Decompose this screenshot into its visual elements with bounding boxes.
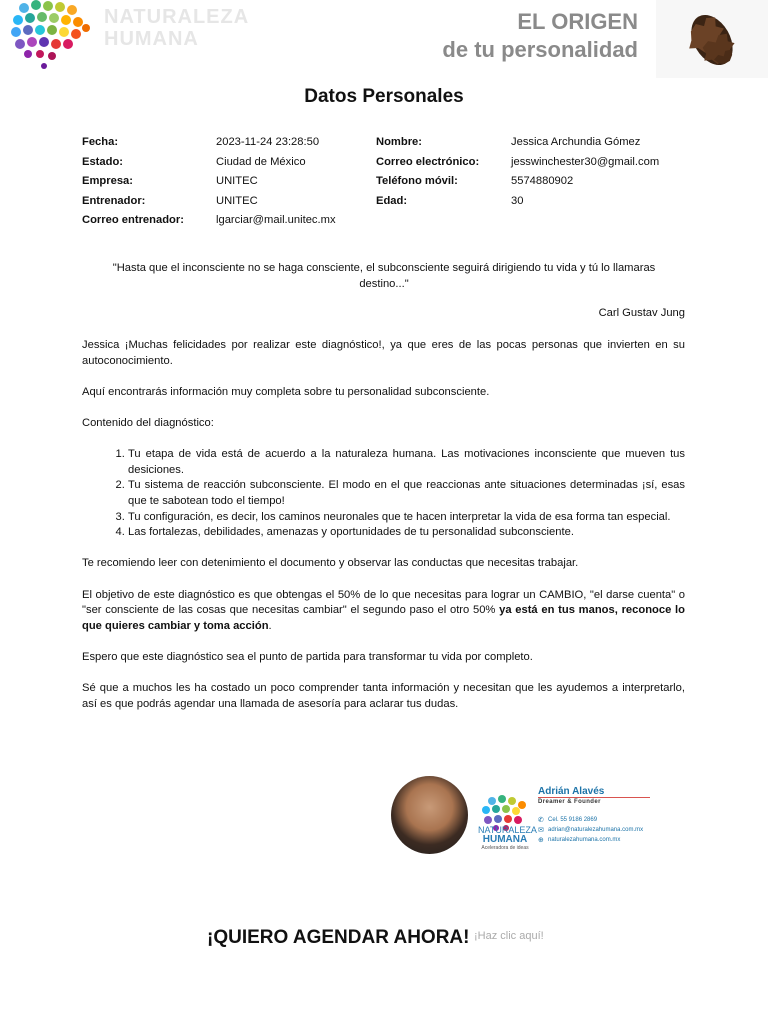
- paragraph-objective: [82, 588, 685, 635]
- field-value: 2023-11-24 23:28:50: [216, 136, 320, 148]
- paragraph: Aquí encontrarás información muy completa sobre tu personalidad subconsciente.: [82, 385, 490, 398]
- personal-row: [82, 175, 692, 195]
- header-title-line2: de tu personalidad: [442, 37, 638, 62]
- diagnostic-contents-list: [82, 447, 685, 541]
- mail-icon: ✉: [538, 827, 544, 834]
- personal-row: [82, 156, 692, 176]
- personal-row: [82, 195, 692, 215]
- signature-web[interactable]: [538, 837, 620, 844]
- field-value: 30: [511, 194, 524, 207]
- brand-logo-icon: [8, 0, 98, 74]
- field-label: Estado:: [82, 155, 124, 168]
- field-label: Edad:: [376, 194, 408, 207]
- header-title: [442, 8, 638, 64]
- signature-phone-text: Cel. 55 9186 2869: [548, 817, 598, 823]
- field-value: lgarciar@mail.unitec.mx: [216, 214, 336, 226]
- field-value: jesswinchester30@gmail.com: [511, 155, 660, 168]
- list-item: 2. Tu sistema de reacción subconsciente. El modo en el que reaccionas ante situaciones determinadas ¡sí, esas que te sabotean todo el tiempo!: [128, 478, 685, 509]
- document-title: Datos Personales: [304, 86, 464, 107]
- paragraph: Sé que a muchos les ha costado un poco comprender tanta información y necesitan que les ayudemos a interpretarlo, así es que podrás agendar una llamada de asesoría para aclarar tus dudas.: [82, 682, 685, 710]
- personal-data-grid: [82, 136, 692, 234]
- header-title-line1: EL ORIGEN: [517, 9, 638, 34]
- field-label: Entrenador:: [82, 194, 146, 207]
- list-item: 4. Las fortalezas, debilidades, amenazas y oportunidades de tu personalidad subconsciente.: [128, 525, 685, 541]
- field-value: 5574880902: [511, 175, 574, 187]
- card-brand-tagline: Aceleradora de ideas: [481, 845, 529, 851]
- paragraph: Contenido del diagnóstico:: [82, 416, 214, 429]
- card-brand-top: NATURALEZA: [478, 825, 537, 835]
- globe-icon: ⊕: [538, 837, 544, 844]
- document-body: [82, 338, 685, 728]
- field-value: Ciudad de México: [216, 155, 306, 168]
- field-value: UNITEC: [216, 194, 258, 207]
- field-label: Teléfono móvil:: [376, 175, 458, 187]
- brand-wordmark-line2: HUMANA: [104, 28, 199, 50]
- card-brand-bottom: HUMANA: [482, 834, 528, 845]
- field-value: UNITEC: [216, 175, 258, 187]
- signature-phone: [538, 817, 597, 824]
- personal-row: [82, 136, 692, 156]
- signature-email-text: adrian@naturalezahumana.com.mx: [548, 827, 644, 833]
- paragraph-text: .: [268, 619, 272, 632]
- pinecone-icon: [656, 0, 768, 78]
- paragraph-emphasis: ya está en tus manos, reconoce lo que quieres cambiar y toma acción: [82, 604, 685, 632]
- paragraph: Te recomiendo leer con detenimiento el documento y observar las conductas que necesitas trabajar.: [82, 557, 579, 570]
- brand-wordmark: [104, 6, 249, 50]
- schedule-click-here-link[interactable]: ¡Haz clic aquí!: [474, 930, 544, 942]
- paragraph: Espero que este diagnóstico sea el punto de partida para transformar tu vida por completo.: [82, 650, 533, 663]
- whatsapp-icon: ✆: [538, 817, 544, 824]
- signature-web-text: naturalezahumana.com.mx: [548, 837, 621, 843]
- signature-name: Adrián Alavés: [538, 786, 605, 797]
- field-label: Empresa:: [82, 175, 133, 187]
- list-item: 1. Tu etapa de vida está de acuerdo a la naturaleza humana. Las motivaciones inconsciente que mueven tus desiciones.: [128, 447, 685, 478]
- quote-author: Carl Gustav Jung: [598, 307, 685, 319]
- list-item: 3. Tu configuración, es decir, los caminos neuronales que te hacen interpretar la vida de esa forma tan especial.: [128, 510, 685, 526]
- field-label: Fecha:: [82, 136, 119, 148]
- paragraph: Jessica ¡Muchas felicidades por realizar este diagnóstico!, ya que eres de las pocas personas que invierten en su autoconocimiento.: [82, 339, 685, 367]
- schedule-cta-button[interactable]: ¡QUIERO AGENDAR AHORA!: [207, 927, 470, 948]
- field-label: Correo entrenador:: [82, 214, 184, 226]
- paragraph-text: El objetivo de este diagnóstico es que obtengas el 50% de lo que necesitas para lograr un CAMBIO, "el darse cuenta" o "ser consciente de las cosas que necesitas cambiar" el segundo paso el otro 50%: [82, 588, 685, 617]
- signature-divider: [538, 797, 650, 798]
- field-label: Nombre:: [376, 136, 422, 148]
- quote-text: "Hasta que el inconsciente no se haga consciente, el subconsciente seguirá dirigiendo tu vida y tú lo llamaras destino...": [112, 262, 656, 290]
- card-brand: [478, 825, 537, 853]
- signature-email[interactable]: [538, 827, 643, 834]
- founder-photo: [391, 776, 468, 854]
- signature-role: Dreamer & Founder: [538, 799, 601, 805]
- personal-row: [82, 214, 692, 234]
- field-label: Correo electrónico:: [376, 155, 480, 168]
- field-value: Jessica Archundia Gómez: [511, 136, 641, 148]
- brand-wordmark-line1: NATURALEZA: [104, 6, 250, 28]
